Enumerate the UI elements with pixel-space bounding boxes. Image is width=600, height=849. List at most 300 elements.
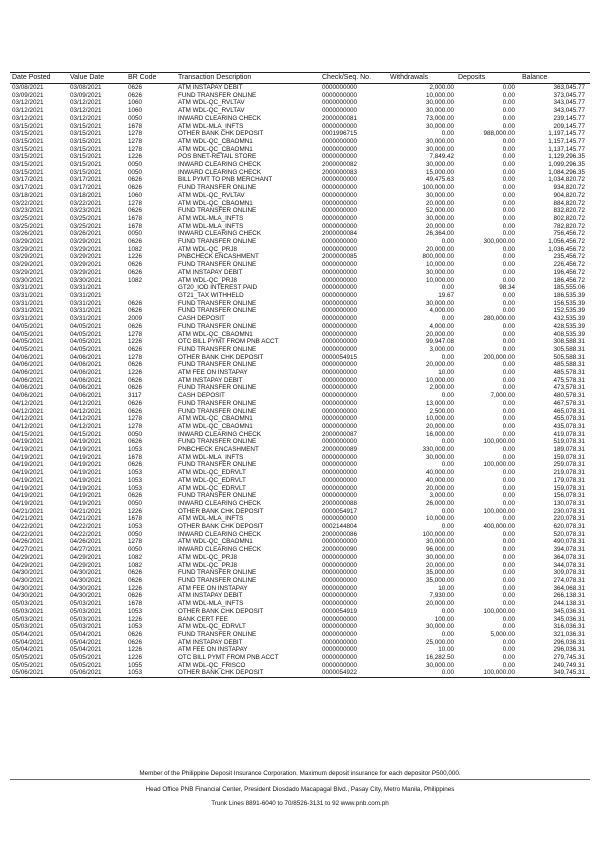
cell-deposits: 100,000.00 xyxy=(483,461,515,469)
cell-br-code: 1053 xyxy=(128,469,143,477)
table-row xyxy=(10,631,590,639)
table-row xyxy=(10,246,590,254)
cell-br-code: 1060 xyxy=(128,191,143,199)
cell-balance: 343,045.77 xyxy=(553,99,585,107)
cell-withdrawals: 15,000.00 xyxy=(425,168,454,176)
cell-check-seq-no: 0000000000 xyxy=(322,315,358,323)
cell-check-seq-no: 0000000000 xyxy=(322,145,358,153)
cell-withdrawals: 7,930.00 xyxy=(429,592,454,600)
cell-value-date: 03/22/2021 xyxy=(70,199,102,207)
table-row xyxy=(10,608,590,616)
cell-transaction-description: ATM WDL-QC_EDRVLT xyxy=(178,476,246,484)
cell-check-seq-no: 0000000000 xyxy=(322,322,358,330)
cell-br-code: 0626 xyxy=(128,461,143,469)
cell-value-date: 04/19/2021 xyxy=(70,484,102,492)
table-row xyxy=(10,523,590,531)
cell-transaction-description: FUND TRANSFER ONLINE xyxy=(178,184,257,192)
table-row xyxy=(10,84,590,92)
table-row xyxy=(10,184,590,192)
cell-value-date: 03/15/2021 xyxy=(70,161,102,169)
cell-withdrawals: 96,000.00 xyxy=(425,546,454,554)
cell-balance: 152,535.39 xyxy=(553,307,585,315)
cell-balance: 465,078.31 xyxy=(553,407,585,415)
cell-withdrawals: 3,000.00 xyxy=(429,492,454,500)
cell-value-date: 04/06/2021 xyxy=(70,384,102,392)
table-row xyxy=(10,146,590,154)
cell-check-seq-no: 0000000000 xyxy=(322,461,358,469)
cell-transaction-description: FUND TRANSFER ONLINE xyxy=(178,91,257,99)
cell-check-seq-no: 0000000000 xyxy=(322,307,358,315)
cell-balance: 349,745.31 xyxy=(520,669,590,677)
cell-balance: 394,078.31 xyxy=(553,546,585,554)
cell-balance: 363,045.77 xyxy=(553,84,585,91)
cell-check-seq-no: 0002144804 xyxy=(322,523,358,531)
cell-withdrawals: 4,000.00 xyxy=(429,322,454,330)
cell-transaction-description: FUND TRANSFER ONLINE xyxy=(178,299,257,307)
cell-withdrawals: 40,000.00 xyxy=(425,469,454,477)
cell-check-seq-no: 0000000000 xyxy=(322,330,358,338)
cell-transaction-description: ATM WDL-MLA_INFTS xyxy=(178,453,244,461)
cell-deposits: 0.00 xyxy=(502,384,515,392)
cell-date-posted: 03/15/2021 xyxy=(12,130,44,138)
cell-transaction-description: FUND TRANSFER ONLINE xyxy=(178,438,257,446)
cell-check-seq-no: 0000000000 xyxy=(322,646,358,654)
cell-withdrawals: 25,000.00 xyxy=(425,638,454,646)
cell-deposits: 0.00 xyxy=(502,107,515,115)
cell-date-posted: 04/30/2021 xyxy=(12,577,44,584)
cell-deposits: 0.00 xyxy=(502,191,515,199)
table-row xyxy=(10,662,590,670)
cell-value-date: 03/29/2021 xyxy=(70,238,102,246)
cell-balance: 159,078.31 xyxy=(553,453,585,461)
cell-withdrawals: 0.00 xyxy=(441,238,454,246)
cell-transaction-description: FUND TRANSFER ONLINE xyxy=(178,345,257,353)
cell-deposits: 0.00 xyxy=(502,492,515,500)
cell-value-date: 03/31/2021 xyxy=(70,299,102,307)
cell-br-code: 0050 xyxy=(128,546,143,554)
cell-value-date: 05/03/2021 xyxy=(70,607,102,615)
cell-check-seq-no: 0000000000 xyxy=(322,654,358,662)
cell-check-seq-no: 0000000000 xyxy=(322,553,358,561)
cell-value-date: 03/25/2021 xyxy=(70,214,102,222)
cell-deposits: 0.00 xyxy=(502,261,515,269)
cell-transaction-description: INWARD CLEARING CHECK xyxy=(178,499,262,507)
cell-check-seq-no: 2000000081 xyxy=(322,114,358,122)
cell-value-date: 05/04/2021 xyxy=(70,630,102,638)
cell-value-date: 03/15/2021 xyxy=(70,122,102,130)
cell-deposits: 0.00 xyxy=(502,176,515,184)
table-row xyxy=(10,115,590,123)
cell-br-code: 0050 xyxy=(128,230,143,238)
cell-balance: 185,555.06 xyxy=(553,284,585,292)
cell-br-code: 1060 xyxy=(128,99,143,107)
cell-br-code: 0626 xyxy=(128,407,143,415)
cell-transaction-description: OTHER BANK CHK DEPOSIT xyxy=(178,607,264,615)
cell-transaction-description: BILL PYMT TO PNB MERCHANT xyxy=(178,176,273,184)
cell-br-code: 1278 xyxy=(128,145,143,153)
cell-br-code: 1678 xyxy=(128,122,143,130)
cell-br-code: 1053 xyxy=(128,623,143,631)
cell-balance: 934,820.72 xyxy=(553,184,585,192)
table-row xyxy=(10,485,590,493)
cell-date-posted: 03/08/2021 xyxy=(12,84,44,91)
footer-divider xyxy=(10,779,590,780)
cell-check-seq-no: 2000000087 xyxy=(322,430,358,438)
cell-transaction-description: ATM INSTAPAY DEBIT xyxy=(178,376,243,384)
cell-withdrawals: 4,000.00 xyxy=(429,307,454,315)
cell-date-posted: 04/29/2021 xyxy=(12,553,44,561)
header-row xyxy=(10,73,590,84)
cell-balance: 432,535.39 xyxy=(553,315,585,323)
cell-transaction-description: INWARD CLEARING CHECK xyxy=(178,161,262,169)
cell-withdrawals: 10,000.00 xyxy=(425,261,454,269)
cell-check-seq-no: 0000000000 xyxy=(322,615,358,623)
cell-date-posted: 03/15/2021 xyxy=(12,137,44,145)
cell-deposits: 0.00 xyxy=(502,584,515,592)
table-row xyxy=(10,408,590,416)
cell-date-posted: 04/19/2021 xyxy=(12,461,44,469)
cell-withdrawals: 800,000.00 xyxy=(422,253,454,261)
cell-value-date: 05/06/2021 xyxy=(68,669,126,677)
cell-br-code: 0626 xyxy=(128,569,143,577)
table-row xyxy=(10,646,590,654)
cell-balance: 244,138.31 xyxy=(553,600,585,608)
cell-date-posted: 04/06/2021 xyxy=(12,376,44,384)
table-row xyxy=(10,469,590,477)
cell-br-code: 0050 xyxy=(128,430,143,438)
cell-check-seq-no: 2000000082 xyxy=(322,161,358,169)
cell-balance: 343,045.77 xyxy=(553,107,585,115)
cell-br-code: 2009 xyxy=(128,315,143,323)
cell-date-posted: 03/29/2021 xyxy=(12,261,44,269)
cell-check-seq-no: 0000000000 xyxy=(322,438,358,446)
cell-withdrawals: 10,000.00 xyxy=(425,515,454,523)
table-row xyxy=(10,138,590,146)
cell-date-posted: 04/19/2021 xyxy=(12,476,44,484)
cell-balance: 230,078.31 xyxy=(553,507,585,515)
cell-transaction-description: ATM INSTAPAY DEBIT xyxy=(178,592,243,600)
cell-check-seq-no: 0000000000 xyxy=(322,222,358,230)
cell-br-code: 1278 xyxy=(128,538,143,546)
cell-value-date: 05/03/2021 xyxy=(70,623,102,631)
cell-date-posted: 04/22/2021 xyxy=(12,530,44,538)
cell-withdrawals: 30,000.00 xyxy=(425,453,454,461)
cell-transaction-description: FUND TRANSFER ONLINE xyxy=(178,569,257,577)
cell-check-seq-no: 0000000000 xyxy=(322,415,358,423)
cell-value-date: 03/23/2021 xyxy=(70,207,102,215)
cell-br-code: 0626 xyxy=(128,322,143,330)
cell-check-seq-no: 0000000000 xyxy=(322,137,358,145)
cell-check-seq-no: 0000000000 xyxy=(322,199,358,207)
cell-withdrawals: 20,000.00 xyxy=(425,199,454,207)
cell-check-seq-no: 0000000000 xyxy=(322,376,358,384)
cell-deposits: 300,000.00 xyxy=(483,238,515,246)
cell-withdrawals: 26,000.00 xyxy=(425,499,454,507)
cell-deposits: 0.00 xyxy=(502,661,515,669)
cell-value-date: 04/19/2021 xyxy=(70,492,102,500)
cell-check-seq-no: 0000000000 xyxy=(322,276,358,284)
cell-date-posted: 05/03/2021 xyxy=(12,600,44,608)
cell-date-posted: 05/03/2021 xyxy=(12,623,44,631)
table-row xyxy=(10,169,590,177)
cell-withdrawals: 20,000.00 xyxy=(425,245,454,253)
cell-br-code: 1678 xyxy=(128,515,143,523)
cell-br-code: 0626 xyxy=(128,399,143,407)
cell-br-code: 1278 xyxy=(128,415,143,423)
cell-value-date: 04/19/2021 xyxy=(70,499,102,507)
cell-balance: 309,078.31 xyxy=(553,569,585,577)
cell-balance: 186,456.72 xyxy=(553,276,585,284)
cell-balance: 296,036.31 xyxy=(553,646,585,654)
cell-br-code: 1226 xyxy=(128,646,143,654)
cell-date-posted: 03/30/2021 xyxy=(12,276,44,284)
cell-balance: 308,588.31 xyxy=(553,338,585,346)
cell-value-date: 04/30/2021 xyxy=(70,577,102,584)
cell-check-seq-no: 0000000000 xyxy=(322,584,358,592)
cell-value-date: 05/03/2021 xyxy=(70,600,102,608)
cell-value-date: 04/19/2021 xyxy=(70,438,102,446)
cell-check-seq-no: 0000000000 xyxy=(322,592,358,600)
cell-deposits: 0.00 xyxy=(502,530,515,538)
transaction-table xyxy=(10,72,590,678)
cell-balance: 266,138.31 xyxy=(553,592,585,600)
cell-date-posted: 04/05/2021 xyxy=(12,330,44,338)
cell-br-code: 3117 xyxy=(128,392,142,400)
cell-withdrawals: 30,000.00 xyxy=(425,161,454,169)
cell-date-posted: 03/29/2021 xyxy=(12,268,44,276)
cell-date-posted: 03/25/2021 xyxy=(12,222,44,230)
cell-balance: 345,036.31 xyxy=(553,607,585,615)
cell-withdrawals: 0.00 xyxy=(441,630,454,638)
cell-transaction-description: ATM FEE ON INSTAPAY xyxy=(178,646,248,654)
cell-balance: 485,588.31 xyxy=(553,361,585,369)
cell-balance: 473,578.31 xyxy=(553,384,585,392)
cell-br-code: 0626 xyxy=(128,638,143,646)
cell-date-posted: 03/25/2021 xyxy=(12,214,44,222)
cell-value-date: 04/15/2021 xyxy=(70,430,102,438)
cell-withdrawals: 30,000.00 xyxy=(425,214,454,222)
cell-withdrawals: 35,000.00 xyxy=(425,569,454,577)
cell-transaction-description: INWARD CLEARING CHECK xyxy=(178,114,262,122)
cell-br-code: 1053 xyxy=(128,446,143,454)
cell-value-date: 03/31/2021 xyxy=(70,284,102,292)
cell-date-posted: 04/06/2021 xyxy=(12,361,44,369)
cell-date-posted: 03/22/2021 xyxy=(12,199,44,207)
column-header-withdrawals: Withdrawals xyxy=(388,73,456,84)
table-row xyxy=(10,346,590,354)
cell-value-date: 04/06/2021 xyxy=(70,361,102,369)
cell-transaction-description: FUND TRANSFER ONLINE xyxy=(178,207,257,215)
table-row xyxy=(10,307,590,315)
cell-check-seq-no: 0000000000 xyxy=(322,476,358,484)
cell-withdrawals: 330,000.00 xyxy=(422,446,454,454)
cell-date-posted: 03/29/2021 xyxy=(12,245,44,253)
cell-transaction-description: OTC BILL PYMT FROM PNB ACCT xyxy=(178,338,279,346)
cell-date-posted: 03/31/2021 xyxy=(12,284,44,292)
cell-deposits: 0.00 xyxy=(502,561,515,569)
cell-withdrawals: 30,000.00 xyxy=(425,538,454,546)
cell-withdrawals: 30,000.00 xyxy=(425,137,454,145)
cell-deposits: 0.00 xyxy=(502,276,515,284)
cell-date-posted: 04/19/2021 xyxy=(12,453,44,461)
cell-balance: 782,820.72 xyxy=(553,222,585,230)
cell-value-date: 03/25/2021 xyxy=(70,222,102,230)
cell-transaction-description: PNBCHECK ENCASHMENT xyxy=(178,253,259,261)
cell-transaction-description: OTC BILL PYMT FROM PNB ACCT xyxy=(178,654,279,662)
table-row xyxy=(10,392,590,400)
cell-check-seq-no: 0000000000 xyxy=(322,538,358,546)
cell-deposits: 280,000.00 xyxy=(483,315,515,323)
table-row xyxy=(10,192,590,200)
cell-balance: 884,820.72 xyxy=(553,199,585,207)
cell-withdrawals: 10,000.00 xyxy=(425,415,454,423)
cell-transaction-description: ATM WDL-QC_PRJ8 xyxy=(178,553,238,561)
cell-value-date: 03/30/2021 xyxy=(70,276,102,284)
cell-transaction-description: INWARD CLEARING CHECK xyxy=(178,168,262,176)
cell-withdrawals: 10,000.00 xyxy=(425,276,454,284)
cell-deposits: 0.00 xyxy=(502,407,515,415)
cell-check-seq-no: 0000000000 xyxy=(322,153,358,161)
cell-withdrawals: 16,282.50 xyxy=(425,654,454,662)
cell-deposits: 0.00 xyxy=(502,399,515,407)
cell-balance: 505,588.31 xyxy=(553,353,585,361)
column-header-date-posted: Date Posted xyxy=(10,73,68,84)
cell-balance: 189,078.31 xyxy=(553,446,585,454)
cell-deposits: 100,000.00 xyxy=(483,438,515,446)
cell-date-posted: 04/05/2021 xyxy=(12,338,44,346)
cell-withdrawals: 30,000.00 xyxy=(425,99,454,107)
cell-deposits: 0.00 xyxy=(502,476,515,484)
table-row xyxy=(10,176,590,184)
cell-br-code: 1060 xyxy=(128,107,143,115)
cell-value-date: 03/29/2021 xyxy=(70,253,102,261)
cell-balance: 344,078.31 xyxy=(553,561,585,569)
cell-transaction-description: ATM WDL-QC_EDRVLT xyxy=(178,623,246,631)
cell-date-posted: 04/30/2021 xyxy=(12,592,44,600)
cell-check-seq-no: 0000000000 xyxy=(322,469,358,477)
cell-value-date: 03/17/2021 xyxy=(70,176,102,184)
cell-withdrawals: 30,000.00 xyxy=(425,107,454,115)
cell-value-date: 03/29/2021 xyxy=(70,261,102,269)
cell-date-posted: 04/19/2021 xyxy=(12,438,44,446)
cell-balance: 428,535.39 xyxy=(553,322,585,330)
cell-deposits: 0.00 xyxy=(502,245,515,253)
table-row xyxy=(10,438,590,446)
table-row xyxy=(10,562,590,570)
table-row xyxy=(10,215,590,223)
cell-deposits: 0.00 xyxy=(502,600,515,608)
cell-br-code: 1278 xyxy=(128,422,143,430)
cell-date-posted: 03/12/2021 xyxy=(12,99,44,107)
cell-balance: 274,078.31 xyxy=(553,577,585,584)
table-row xyxy=(10,461,590,469)
cell-br-code: 0626 xyxy=(128,91,143,99)
cell-balance: 1,056,456.72 xyxy=(548,238,585,246)
cell-date-posted: 04/26/2021 xyxy=(12,538,44,546)
cell-transaction-description: ATM WDL-QC_CBAOMN1 xyxy=(178,415,253,423)
cell-br-code: 0626 xyxy=(128,384,143,392)
cell-check-seq-no: 0000000000 xyxy=(322,299,358,307)
cell-check-seq-no: 0000000000 xyxy=(322,99,358,107)
cell-deposits: 0.00 xyxy=(502,222,515,230)
cell-date-posted: 03/15/2021 xyxy=(12,153,44,161)
cell-value-date: 03/31/2021 xyxy=(70,307,102,315)
cell-withdrawals: 20,000.00 xyxy=(425,600,454,608)
cell-date-posted: 04/19/2021 xyxy=(12,446,44,454)
cell-withdrawals: 0.00 xyxy=(441,461,454,469)
cell-date-posted: 05/03/2021 xyxy=(12,607,44,615)
cell-value-date: 04/27/2021 xyxy=(70,546,102,554)
cell-withdrawals: 0.00 xyxy=(388,669,456,677)
table-row xyxy=(10,446,590,454)
cell-withdrawals: 2,500.00 xyxy=(429,407,454,415)
cell-deposits: 0.00 xyxy=(502,268,515,276)
cell-balance: 620,078.31 xyxy=(553,523,585,531)
cell-balance: 159,078.31 xyxy=(553,484,585,492)
cell-date-posted: 04/19/2021 xyxy=(12,469,44,477)
cell-value-date: 03/15/2021 xyxy=(70,145,102,153)
cell-date-posted: 04/29/2021 xyxy=(12,561,44,569)
cell-value-date: 03/17/2021 xyxy=(70,184,102,192)
cell-date-posted: 05/05/2021 xyxy=(12,654,44,662)
cell-br-code: 0050 xyxy=(128,499,143,507)
table-row xyxy=(10,261,590,269)
table-row xyxy=(10,477,590,485)
cell-transaction-description: INWARD CLEARING CHECK xyxy=(178,430,262,438)
cell-transaction-description: OTHER BANK CHK DEPOSIT xyxy=(178,353,264,361)
cell-transaction-description: GT21_TAX WITHHELD xyxy=(178,291,244,299)
cell-br-code: 1082 xyxy=(128,245,143,253)
cell-date-posted: 03/18/2021 xyxy=(12,191,44,199)
cell-value-date: 05/05/2021 xyxy=(70,661,102,669)
cell-check-seq-no: 0000000000 xyxy=(322,184,358,192)
table-row xyxy=(10,369,590,377)
cell-balance: 321,036.31 xyxy=(553,630,585,638)
cell-balance: 186,535.39 xyxy=(553,291,585,299)
cell-br-code xyxy=(126,284,176,292)
cell-balance: 259,078.31 xyxy=(553,461,585,469)
cell-date-posted: 03/23/2021 xyxy=(12,207,44,215)
cell-date-posted: 03/31/2021 xyxy=(12,307,44,315)
cell-transaction-description: FUND TRANSFER ONLINE xyxy=(178,307,257,315)
cell-transaction-description: OTHER BANK CHK DEPOSIT xyxy=(178,507,264,515)
cell-withdrawals: 40,000.00 xyxy=(425,476,454,484)
cell-br-code: 1278 xyxy=(128,137,143,145)
cell-withdrawals: 100.00 xyxy=(434,615,454,623)
cell-deposits: 0.00 xyxy=(502,214,515,222)
cell-br-code: 0626 xyxy=(128,307,143,315)
cell-transaction-description: BANK CERT FEE xyxy=(178,615,228,623)
cell-date-posted: 04/05/2021 xyxy=(12,345,44,353)
table-row xyxy=(10,269,590,277)
cell-br-code: 0626 xyxy=(128,261,143,269)
cell-date-posted: 03/26/2021 xyxy=(12,230,44,238)
table-row xyxy=(10,361,590,369)
cell-transaction-description: INWARD CLEARING CHECK xyxy=(178,230,262,238)
cell-balance: 419,078.31 xyxy=(553,430,585,438)
cell-value-date: 05/04/2021 xyxy=(70,638,102,646)
cell-br-code: 1678 xyxy=(128,600,143,608)
cell-deposits: 100,000.00 xyxy=(483,507,515,515)
cell-withdrawals: 10.00 xyxy=(438,369,454,377)
cell-transaction-description: ATM WDL-QC_RVLTAV xyxy=(178,191,245,199)
cell-value-date: 03/15/2021 xyxy=(70,168,102,176)
table-row xyxy=(10,508,590,516)
cell-date-posted: 03/15/2021 xyxy=(12,122,44,130)
cell-value-date: 03/26/2021 xyxy=(70,230,102,238)
cell-check-seq-no: 0000000000 xyxy=(322,399,358,407)
cell-withdrawals: 30,000.00 xyxy=(425,299,454,307)
